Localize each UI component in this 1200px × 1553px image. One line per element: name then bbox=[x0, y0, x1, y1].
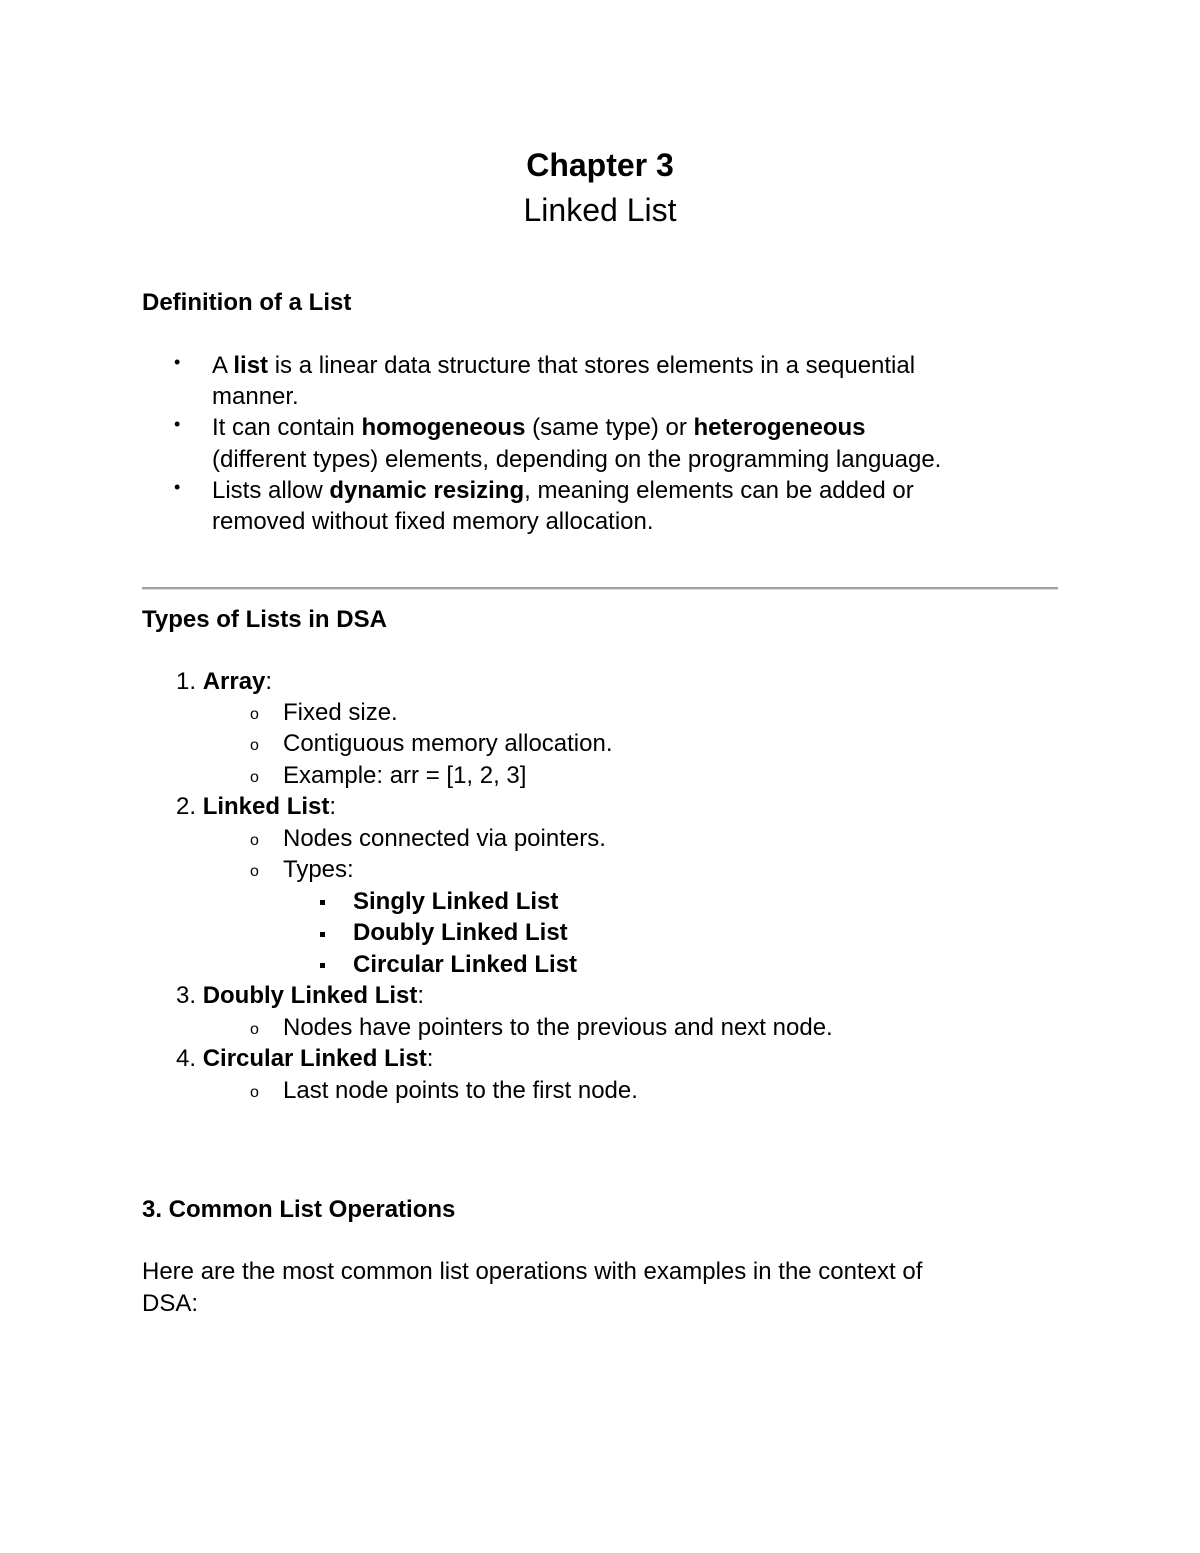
sub-bullet-icon: o bbox=[250, 706, 259, 723]
list-item-cont: manner. bbox=[212, 383, 299, 410]
sub-bullet-icon: o bbox=[250, 832, 259, 849]
chapter-title: Chapter 3 bbox=[526, 147, 674, 183]
list-item-cont: (different types) elements, depending on the programming language. bbox=[212, 446, 942, 473]
list-item: Lists allow dynamic resizing, meaning elements can be added or bbox=[212, 477, 914, 504]
numbered-item: 3. Doubly Linked List: bbox=[176, 982, 425, 1009]
sub-bullet-icon: o bbox=[250, 769, 259, 786]
bullet-icon: • bbox=[174, 414, 181, 434]
square-bullet-icon bbox=[320, 900, 325, 905]
chapter-subtitle: Linked List bbox=[523, 192, 677, 228]
sub-item: Example: arr = [1, 2, 3] bbox=[283, 762, 527, 789]
square-bullet-icon bbox=[320, 932, 325, 937]
section-heading: Types of Lists in DSA bbox=[142, 606, 387, 633]
sub-bullet-icon: o bbox=[250, 1084, 259, 1101]
sub-bullet-icon: o bbox=[250, 737, 259, 754]
sub-item: Nodes have pointers to the previous and next node. bbox=[283, 1014, 833, 1041]
sub-item: Contiguous memory allocation. bbox=[283, 730, 613, 757]
square-bullet-icon bbox=[320, 963, 325, 968]
list-item: It can contain homogeneous (same type) or heterogeneous bbox=[212, 414, 866, 441]
type-item: Circular Linked List bbox=[353, 951, 578, 978]
list-item-cont: removed without fixed memory allocation. bbox=[212, 508, 654, 535]
paragraph-line: Here are the most common list operations with examples in the context of bbox=[142, 1258, 923, 1285]
type-item: Singly Linked List bbox=[353, 888, 559, 915]
numbered-item: 1. Array: bbox=[176, 668, 273, 695]
numbered-item: 2. Linked List: bbox=[176, 793, 337, 820]
paragraph-line: DSA: bbox=[142, 1290, 199, 1317]
section-heading: 3. Common List Operations bbox=[142, 1196, 456, 1223]
sub-item: Types: bbox=[283, 856, 354, 883]
horizontal-rule bbox=[142, 587, 1058, 590]
sub-item: Nodes connected via pointers. bbox=[283, 825, 606, 852]
sub-bullet-icon: o bbox=[250, 863, 259, 880]
list-item: A list is a linear data structure that stores elements in a sequential bbox=[212, 352, 916, 379]
numbered-item: 4. Circular Linked List: bbox=[176, 1045, 434, 1072]
bullet-icon: • bbox=[174, 477, 181, 497]
sub-item: Fixed size. bbox=[283, 699, 398, 726]
type-item: Doubly Linked List bbox=[353, 919, 568, 946]
section-heading: Definition of a List bbox=[142, 289, 352, 316]
sub-bullet-icon: o bbox=[250, 1021, 259, 1038]
sub-item: Last node points to the first node. bbox=[283, 1077, 638, 1104]
bullet-icon: • bbox=[174, 352, 181, 372]
